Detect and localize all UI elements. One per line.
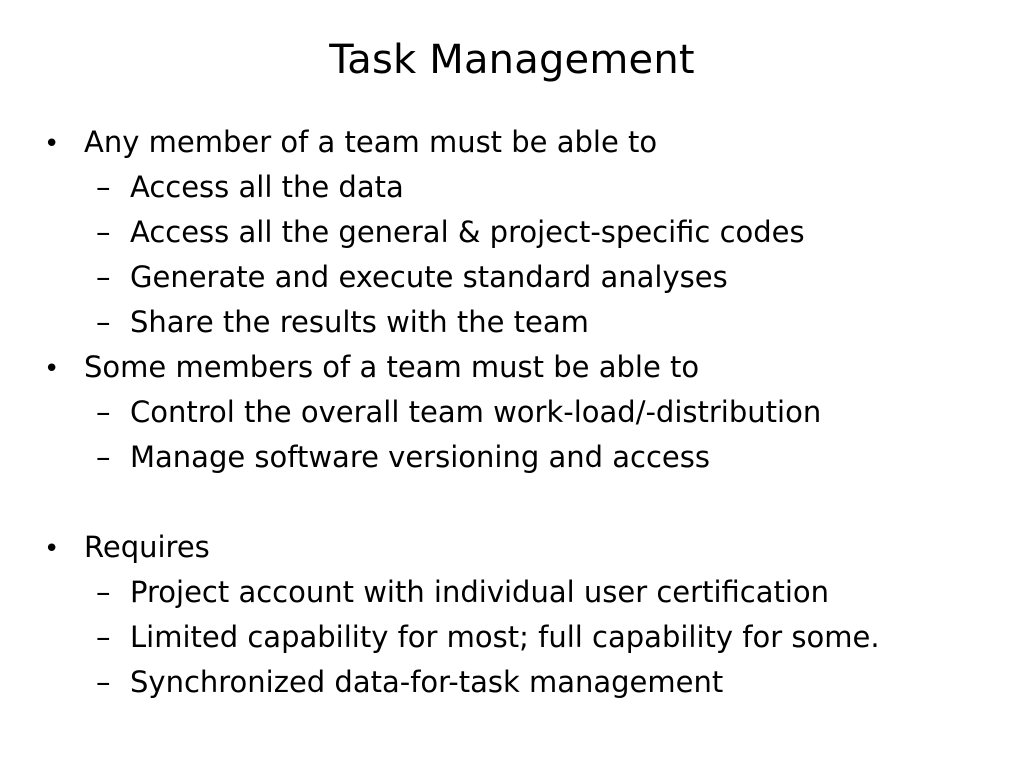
subitem: Manage software versioning and access — [130, 440, 710, 474]
subitem: Access all the general & project-specific codes — [130, 215, 805, 249]
subitem: Share the results with the team — [130, 305, 589, 339]
subitem-marker: – — [96, 665, 111, 699]
subitem: Limited capability for most; full capability for some. — [130, 620, 880, 654]
bullet-marker: • — [44, 129, 60, 159]
subitem-marker: – — [96, 395, 111, 429]
bullet-item: Any member of a team must be able to — [84, 125, 658, 159]
subitem: Synchronized data-for-task management — [130, 665, 724, 699]
subitem-marker: – — [96, 260, 111, 294]
subitem-marker: – — [96, 575, 111, 609]
subitem-marker: – — [96, 215, 111, 249]
bullet-marker: • — [44, 354, 60, 384]
bullet-item: Requires — [84, 530, 210, 564]
bullet-marker: • — [44, 534, 60, 564]
subitem: Generate and execute standard analyses — [130, 260, 728, 294]
subitem-marker: – — [96, 305, 111, 339]
slide-title: Task Management — [329, 37, 695, 83]
subitem: Control the overall team work-load/-distribution — [130, 395, 822, 429]
subitem-marker: – — [96, 170, 111, 204]
subitem-marker: – — [96, 620, 111, 654]
subitem: Access all the data — [130, 170, 404, 204]
bullet-item: Some members of a team must be able to — [84, 350, 700, 384]
subitem: Project account with individual user certification — [130, 575, 830, 609]
subitem-marker: – — [96, 440, 111, 474]
